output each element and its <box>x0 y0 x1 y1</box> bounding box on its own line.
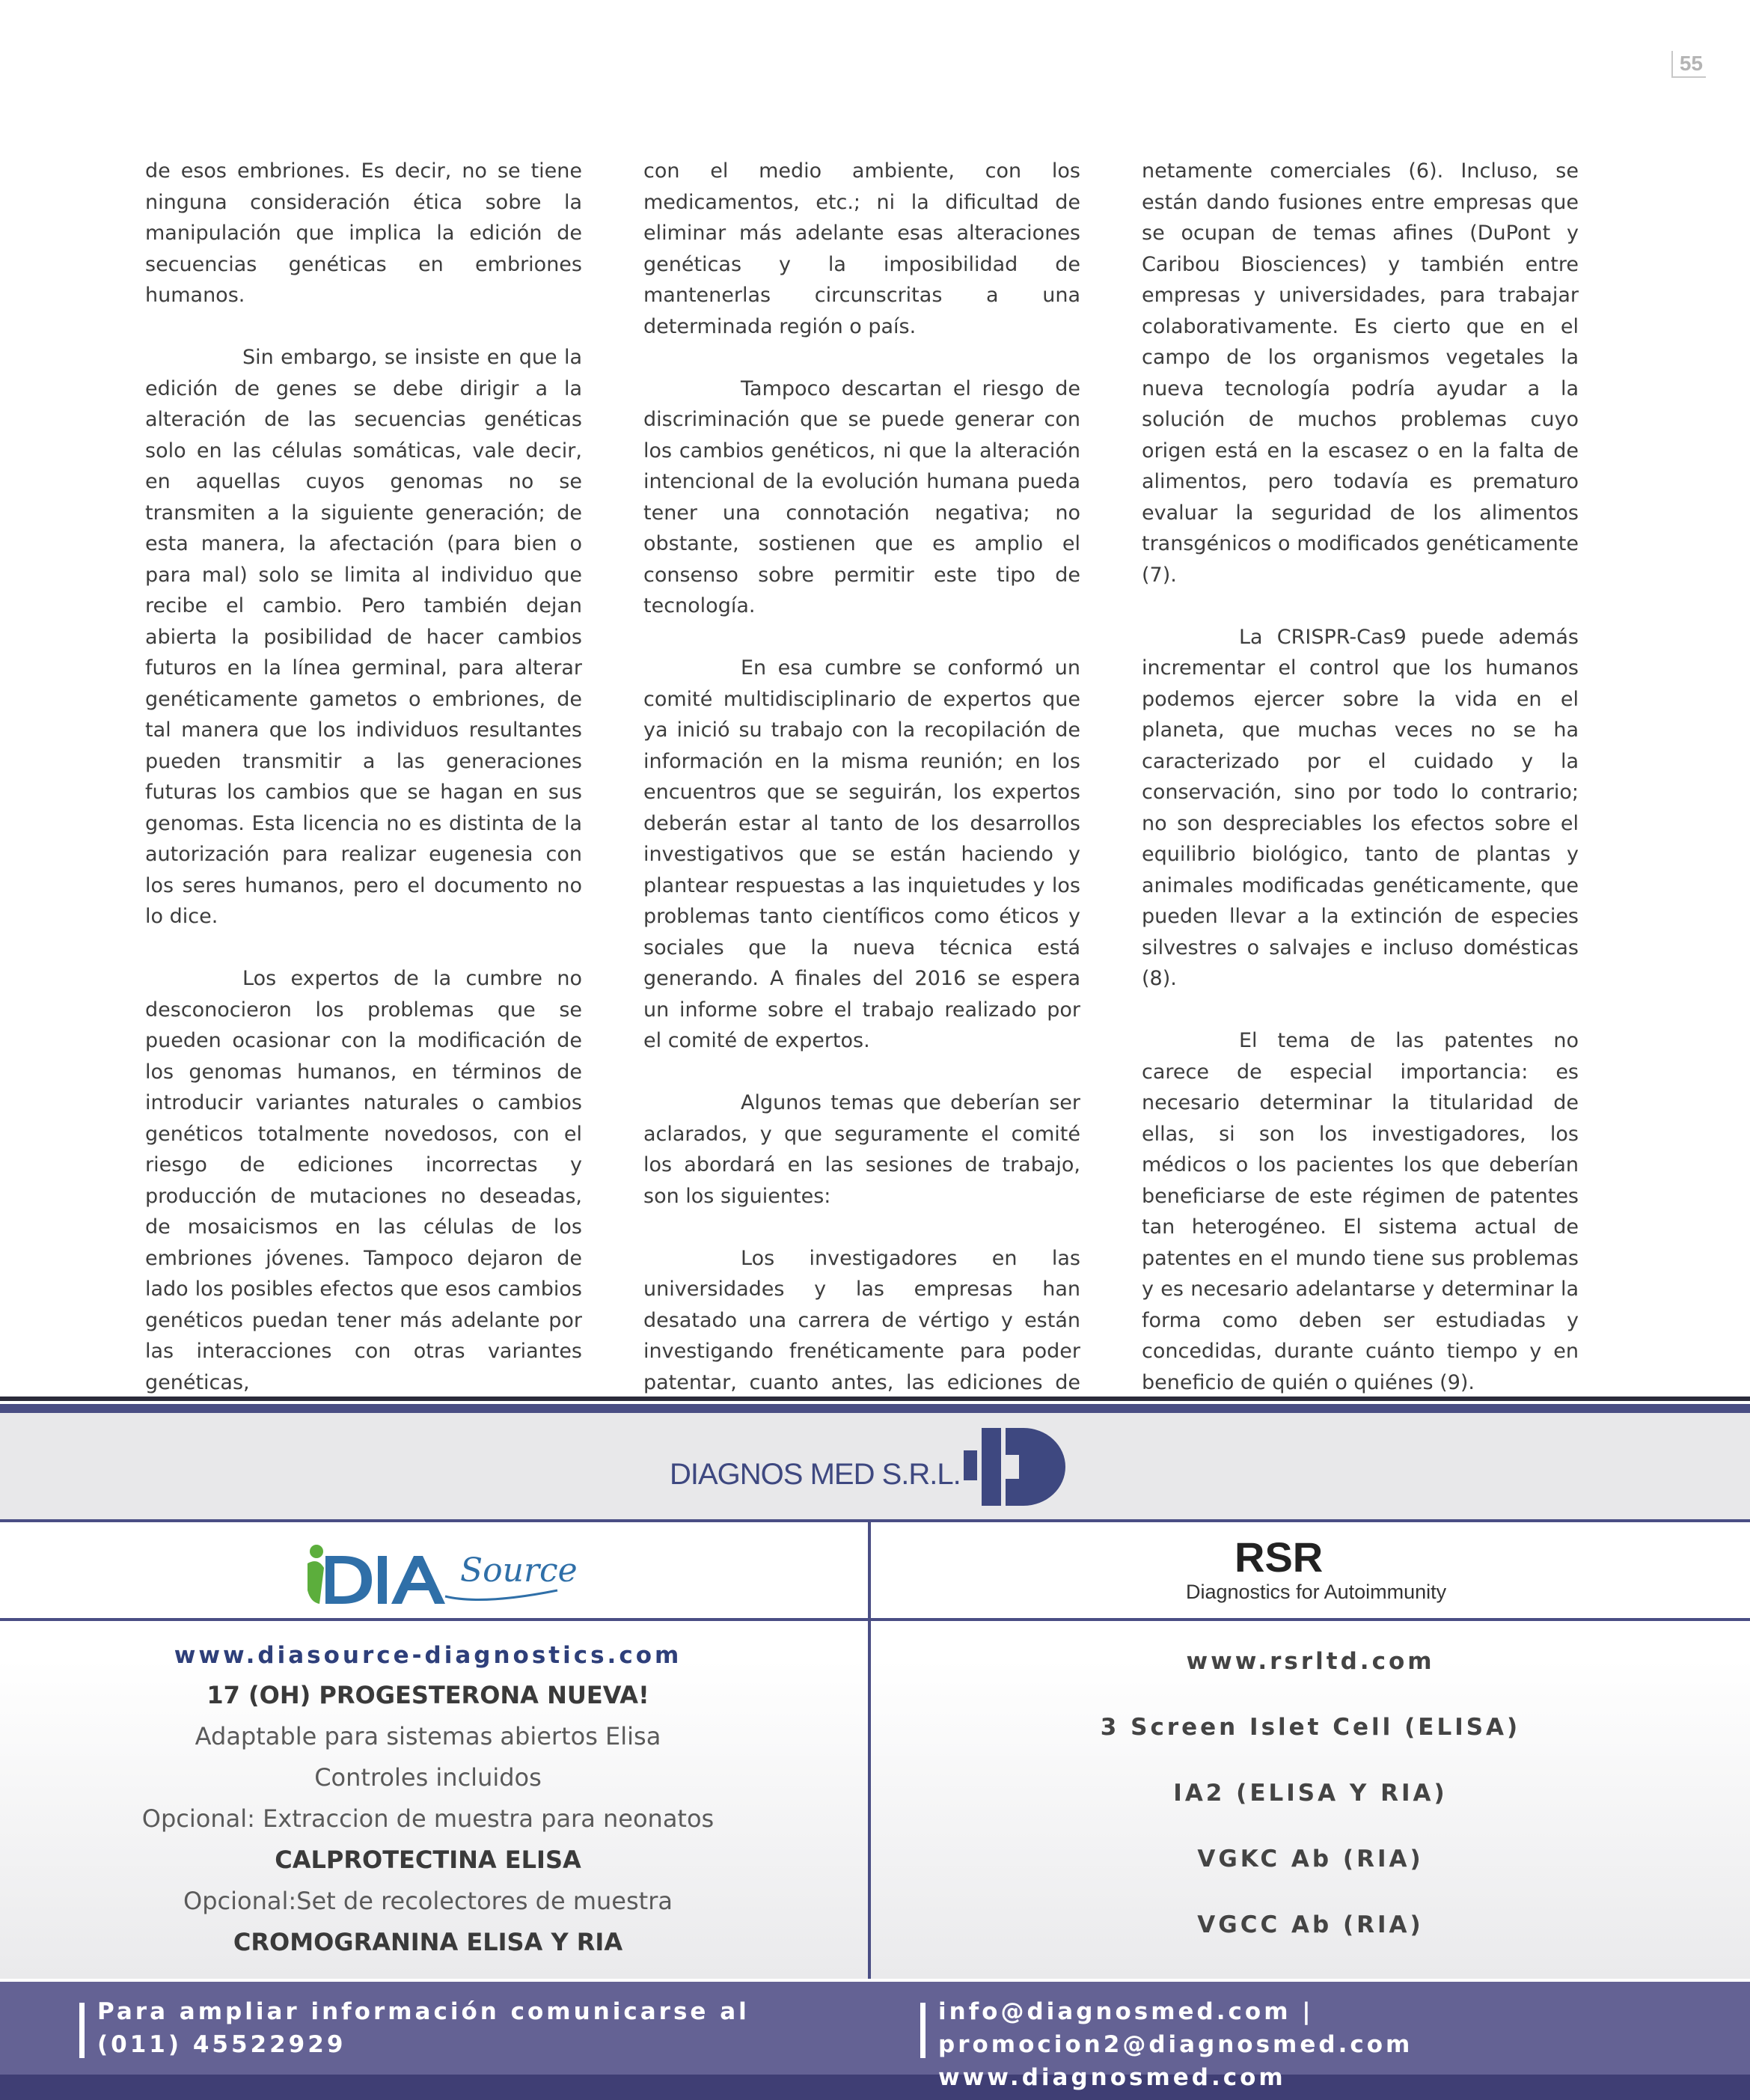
article-column-1 <box>145 156 582 1429</box>
footer-contact-text: Para ampliar información comunicarse al <box>97 1998 750 2025</box>
article-paragraph: La CRISPR-Cas9 puede además incrementar el control que los humanos podemos ejercer sobre la vida en el planeta, que muchas veces no se ha caracterizado por el cuidado y la conservación, sino por todo lo contrario; no son despreciables los efectos sobre el equilibrio biológico, tanto de plantas y animales modificadas genéticamente, que pueden llevar a la extinción de especies silvestres o salvajes e incluso domésticas (8). <box>1142 625 1579 990</box>
diasource-product-line: Controles incluidos <box>314 1763 542 1792</box>
article-column-3 <box>1142 156 1579 1429</box>
footer-phone: (011) 45522929 <box>97 2031 346 2058</box>
diasource-url: www.diasource-diagnostics.com <box>174 1642 682 1669</box>
rsr-product-item: 3 Screen Islet Cell (ELISA) <box>1100 1714 1521 1741</box>
ad-logo-row-divider <box>0 1618 1750 1621</box>
footer-emails: info@diagnosmed.com | promocion2@diagnosmed.com <box>938 1998 1413 2058</box>
ad-vertical-divider <box>868 1522 871 1979</box>
diasource-logo-dia <box>303 1538 305 1539</box>
footer-website: www.diagnosmed.com <box>938 2064 1286 2091</box>
article-paragraph: Los investigadores en las universidades y las empresas han desatado una carrera de vértigo y están investigando frenéticamente para poder patentar, cuanto antes, las ediciones de <box>643 1246 1080 1394</box>
ad-top-border <box>0 1397 1750 1401</box>
article-paragraph: de esos embriones. Es decir, no se tiene ninguna consideración ética sobre la manipulación que implica la edición de secuencias genéticas en embriones humanos. <box>145 159 582 307</box>
footer-contact-left <box>97 1995 750 2061</box>
diasource-logo-text: Source <box>460 1551 578 1590</box>
rsr-url: www.rsrltd.com <box>1186 1648 1435 1675</box>
article-paragraph: netamente comerciales (6). Incluso, se están dando fusiones entre empresas que se ocupan de temas afines (DuPont y Caribou Biosciences) y también entre empresas y universidades, para trabajar colaborativamente. Es cierto que en el campo de los organismos vegetales la nueva tecnología podría ayudar a la solución de muchos problemas cuyo origen está en la escasez o en la falta de alimentos, pero todavía es prematuro evaluar la seguridad de los alimentos transgénicos o modificados genéticamente (7). <box>1142 159 1579 587</box>
footer-right-bar <box>920 2003 926 2058</box>
article-paragraph: Sin embargo, se insiste en que la edición de genes se debe dirigir a la alteración de las secuencias genéticas solo en las células somáticas, vale decir, en aquellas cuyos genomas no se transmiten a la siguiente generación; de esta manera, la afectación (para bien o para mal) solo se limita al individuo que recibe el cambio. Pero también dejan abierta la posibilidad de hacer cambios futuros en la línea germinal, para alterar genéticamente gametos o embriones, de tal manera que los individuos resultantes pueden transmitir a las generaciones futuras los cambios que se hagan en sus genomas. Esta licencia no es distinta de la autorización para realizar eugenesia con los seres humanos, pero el documento no lo dice. <box>145 346 582 928</box>
diasource-logo <box>303 1538 578 1613</box>
rsr-logo-title: RSR <box>1235 1533 1324 1581</box>
diasource-product-line: 17 (OH) PROGESTERONA NUEVA! <box>206 1681 649 1709</box>
article-paragraph: El tema de las patentes no carece de especial importancia: es necesario determinar la titularidad de ellas, si son los investigadores, los médicos o los pacientes los que deberían beneficiarse de este régimen de patentes tan heterogéneo. El sistema actual de patentes en el mundo tiene sus problemas y es necesario adelantarse y determinar la forma como deben ser estudiadas y concedidas, durante cuánto tiempo y en beneficio de quién o quiénes (9). <box>1142 1029 1579 1394</box>
diasource-product-line: Adaptable para sistemas abiertos Elisa <box>195 1722 661 1750</box>
article-paragraph: con el medio ambiente, con los medicamentos, etc.; ni la dificultad de eliminar más adelante esas alteraciones genéticas y la imposibilidad de mantenerlas circunscritas a una determinada región o país. <box>643 159 1080 338</box>
diasource-product-line: CALPROTECTINA ELISA <box>275 1846 581 1874</box>
article-paragraph: Algunos temas que deberían ser aclarados, y que seguramente el comité los abordará en las sesiones de trabajo, son los siguientes: <box>643 1091 1080 1208</box>
article-column-2 <box>643 156 1080 1460</box>
diagnosmed-brand-name: DIAGNOS MED S.R.L. <box>670 1458 961 1491</box>
article-paragraph: Tampoco descartan el riesgo de discriminación que se puede generar con los cambios genéticos, ni que la alteración intencional de la evolución humana pueda tener una connotación negativa; no obstante, sostienen que es amplio el consenso sobre permitir este tipo de tecnología. <box>643 376 1080 617</box>
page-number: 55 <box>1671 51 1706 78</box>
diasource-product-line: Opcional:Set de recolectores de muestra <box>183 1887 673 1915</box>
rsr-product-item: VGKC Ab (RIA) <box>1197 1846 1424 1872</box>
footer-contact-right <box>938 1995 1750 2094</box>
rsr-logo-subtitle: Diagnostics for Autoimmunity <box>1186 1581 1447 1603</box>
diagnosmed-logo-icon <box>964 1428 1068 1506</box>
rsr-product-item: VGCC Ab (RIA) <box>1197 1911 1424 1938</box>
article-paragraph: En esa cumbre se conformó un comité multidisciplinario de expertos que ya inició su trabajo con la recopilación de información en la misma reunión; en los encuentros que se seguirán, los expertos deberán estar al tanto de los desarrollos investigativos que se están haciendo y plantear respuestas a las inquietudes y los problemas tanto científicos como éticos y sociales que la nueva técnica está generando. A finales del 2016 se espera un informe sobre el trabajo realizado por el comité de expertos. <box>643 656 1080 1052</box>
ad-top-band <box>0 1404 1750 1413</box>
article-paragraph: Los expertos de la cumbre no desconocieron los problemas que se pueden ocasionar con la modificación de los genomas humanos, en términos de introducir variantes naturales o cambios genéticos totalmente novedosos, con el riesgo de ediciones incorrectas y producción de mutaciones no deseadas, de mosaicismos en las células de los embriones jóvenes. Tampoco dejaron de lado los posibles efectos que esos cambios genéticos puedan tener más adelante por las interacciones con otras variantes genéticas, <box>145 967 582 1394</box>
ad-header <box>0 1413 1750 1519</box>
footer-left-bar <box>79 2003 85 2058</box>
diasource-product-line: Opcional: Extraccion de muestra para neonatos <box>141 1804 715 1833</box>
rsr-product-item: IA2 (ELISA Y RIA) <box>1173 1780 1448 1807</box>
diasource-product-line: CROMOGRANINA ELISA Y RIA <box>233 1928 623 1956</box>
